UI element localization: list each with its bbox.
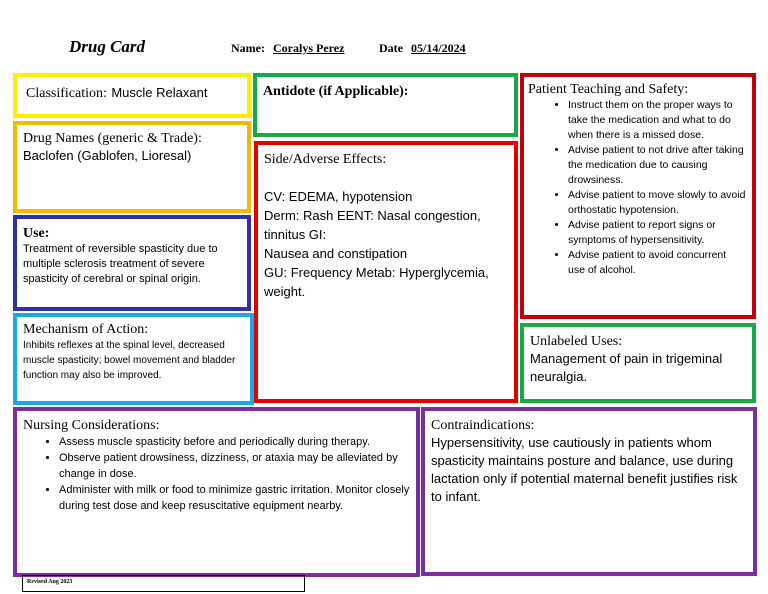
list-item: • Instruct them on the proper ways to take the medication and what to do when there is a missed dose. xyxy=(568,98,746,143)
side-effect-line: Derm: Rash EENT: Nasal congestion, tinnitus GI: xyxy=(264,208,481,242)
classification-box xyxy=(13,73,251,118)
unlabeled-uses-box xyxy=(520,323,756,403)
list-item: • Advise patient to report signs or symptoms of hypersensitivity. xyxy=(568,218,746,248)
use-box xyxy=(13,215,251,311)
side-effect-line: GU: Frequency Metab: Hyperglycemia, weight. xyxy=(264,265,489,299)
drug-names-box xyxy=(13,121,251,213)
side-effects-lines xyxy=(264,187,508,301)
revision-footer: Revised Aug 2023 xyxy=(22,575,305,592)
antidote-heading: Antidote (if Applicable): xyxy=(263,84,409,99)
date-label: Date xyxy=(379,41,403,55)
side-effects-box xyxy=(254,141,518,403)
side-effects-heading: Side/Adverse Effects: xyxy=(264,152,387,167)
card-title: Drug Card xyxy=(69,37,146,56)
side-effect-line: Nausea and constipation xyxy=(264,246,408,261)
nursing-box xyxy=(13,407,420,577)
nursing-heading: Nursing Considerations: xyxy=(23,418,160,433)
mechanism-heading: Mechanism of Action: xyxy=(23,322,149,337)
unlabeled-uses-value: Management of pain in trigeminal neuralgia. xyxy=(530,351,723,384)
list-item: • Observe patient drowsiness, dizziness, or ataxia may be alleviated by change in dose. xyxy=(59,450,410,482)
unlabeled-uses-heading: Unlabeled Uses: xyxy=(530,334,623,349)
list-item: • Administer with milk or food to minimize gastric irritation. Monitor closely during test dose and keep resuscitative equipment nearby. xyxy=(59,482,410,514)
contraindications-value: Hypersensitivity, use cautiously in patients whom spasticity maintains posture and balance, use during lactation only if potential maternal benefit justifies risk to infant. xyxy=(431,435,738,504)
list-item: • Assess muscle spasticity before and periodically during therapy. xyxy=(59,434,410,450)
patient-teaching-heading: Patient Teaching and Safety: xyxy=(528,82,689,97)
mechanism-value: Inhibits reflexes at the spinal level, decreased muscle spasticity; bowel movement and bladder function may also be improved. xyxy=(23,340,236,381)
use-heading: Use: xyxy=(23,226,50,241)
nursing-list xyxy=(23,434,410,514)
mechanism-box xyxy=(13,313,254,405)
contraindications-heading: Contraindications: xyxy=(431,418,535,433)
drug-names-value: Baclofen (Gablofen, Lioresal) xyxy=(23,148,192,163)
list-item: • Advise patient to not drive after taking the medication due to causing drowsiness. xyxy=(568,143,746,188)
patient-teaching-list xyxy=(528,98,746,278)
list-item: • Advise patient to move slowly to avoid orthostatic hypotension. xyxy=(568,188,746,218)
antidote-box xyxy=(253,73,518,137)
date-value: 05/14/2024 xyxy=(411,41,466,55)
classification-text: Classification: Muscle Relaxant xyxy=(26,85,208,101)
side-effect-line: CV: EDEMA, hypotension xyxy=(264,189,413,204)
patient-teaching-box xyxy=(520,73,756,319)
contraindications-box xyxy=(421,407,757,576)
name-label: Name: xyxy=(231,41,265,55)
drug-names-heading: Drug Names (generic & Trade): xyxy=(23,131,202,146)
use-value: Treatment of reversible spasticity due to multiple sclerosis treatment of severe spasticity of cerebral or spinal origin. xyxy=(23,243,218,285)
list-item: • Advise patient to avoid concurrent use of alcohol. xyxy=(568,248,746,278)
name-value: Coralys Perez xyxy=(273,41,345,55)
